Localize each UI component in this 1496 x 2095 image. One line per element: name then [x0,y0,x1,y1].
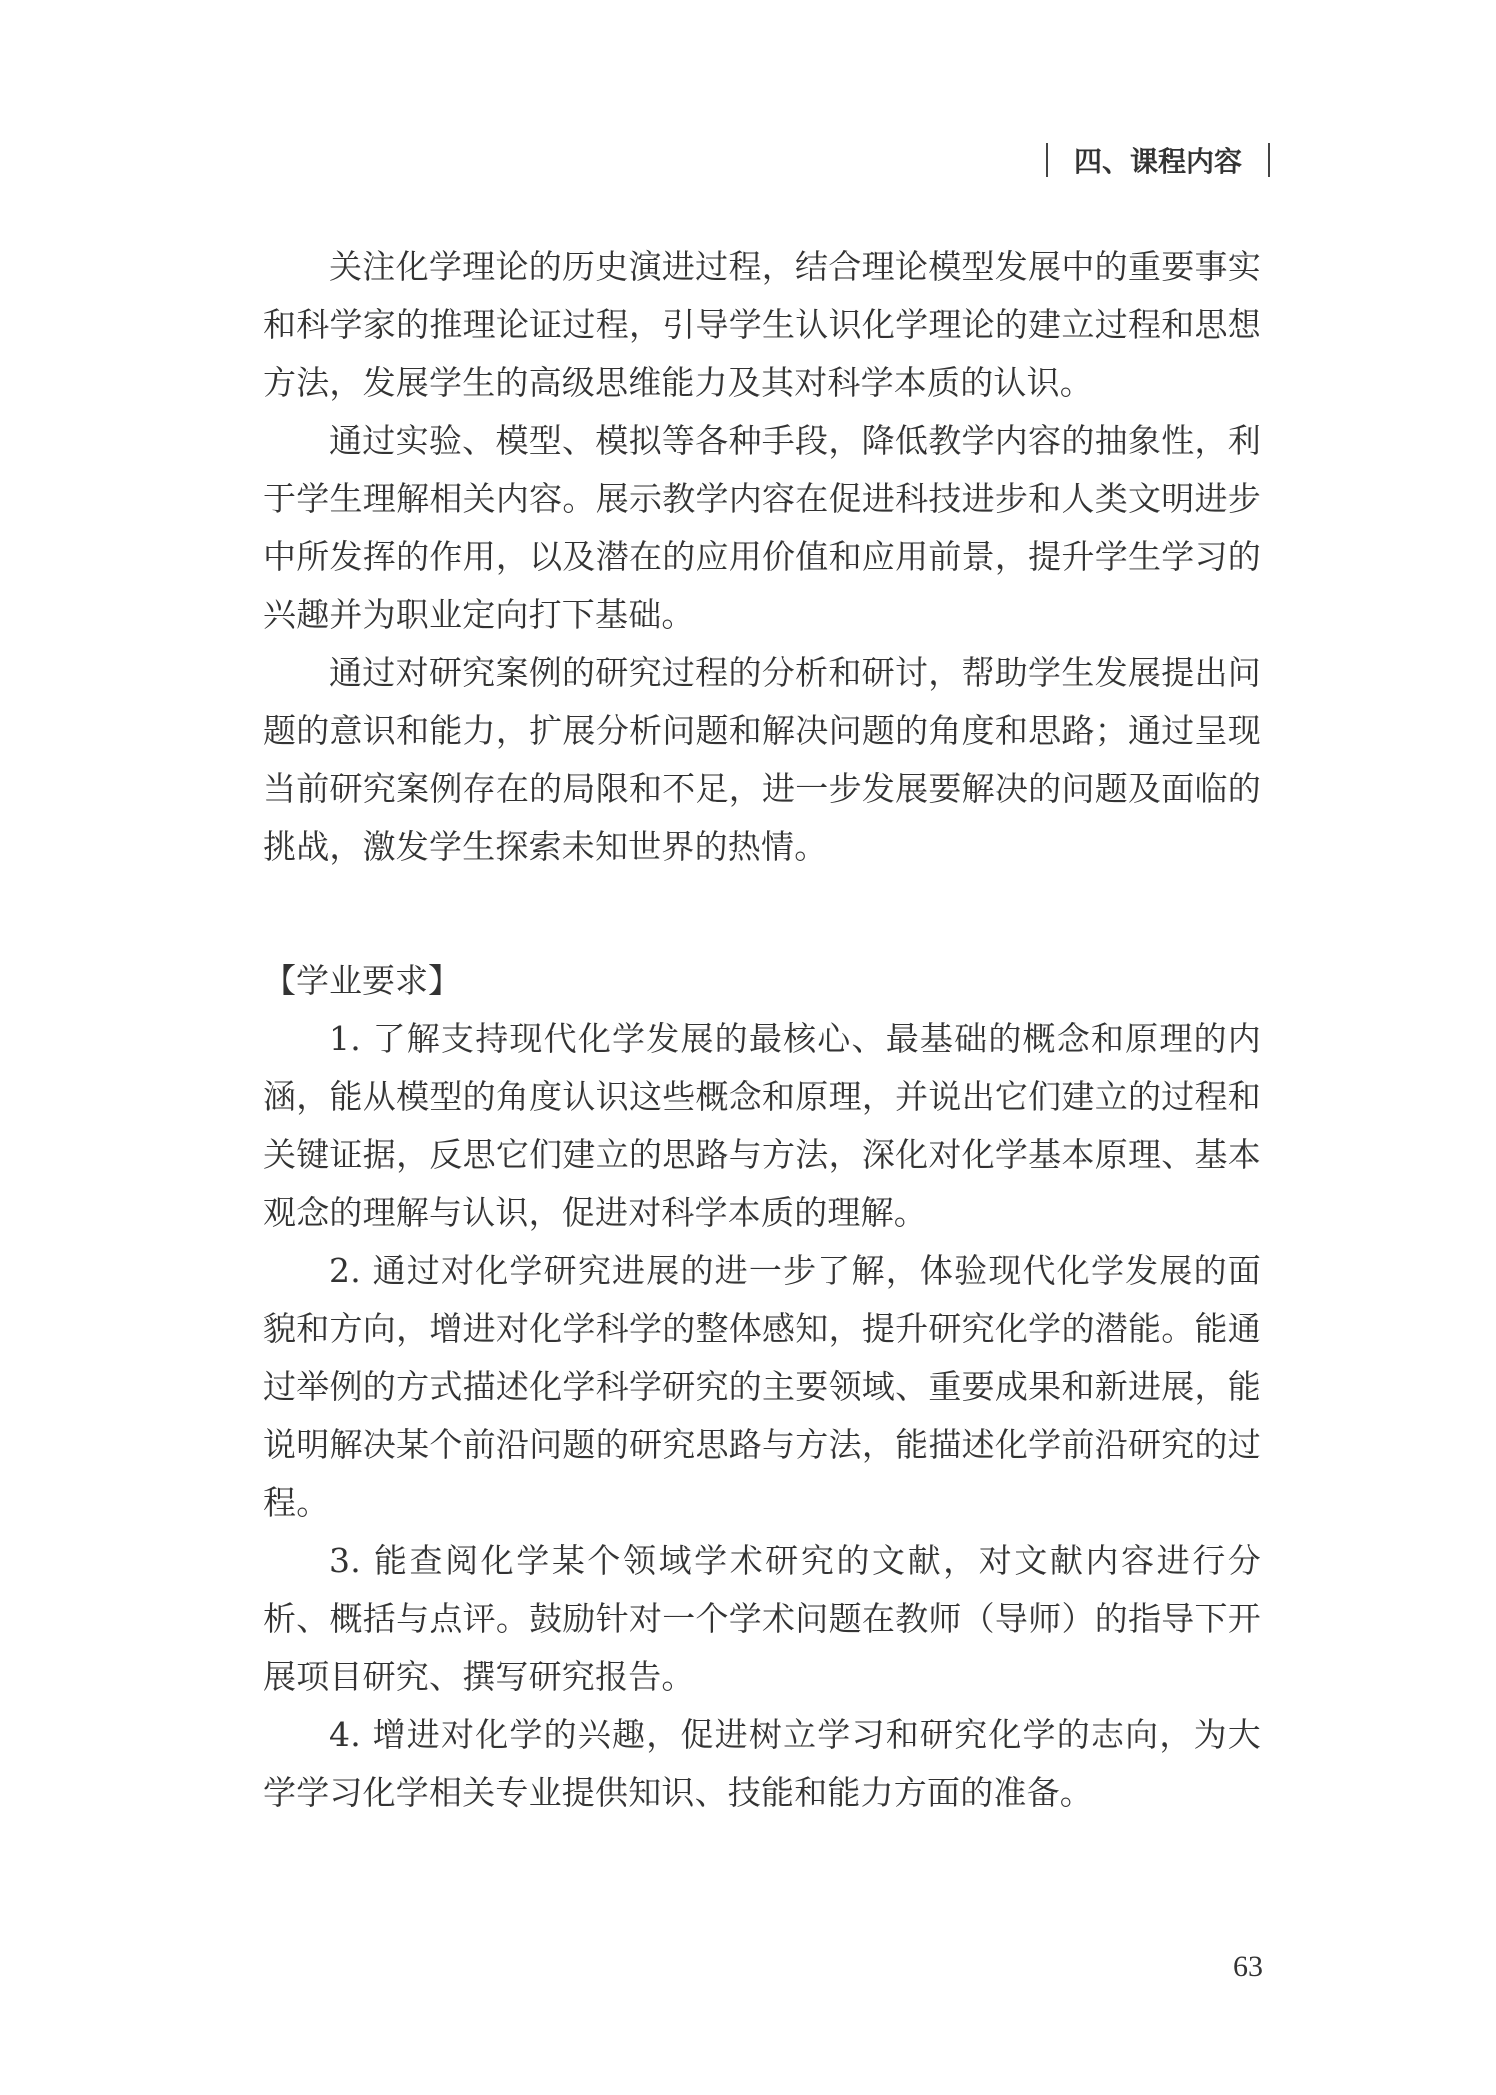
requirement-item-2: 2. 通过对化学研究进展的进一步了解，体验现代化学发展的面貌和方向，增进对化学科学的整体感知，提升研究化学的潜能。能通过举例的方式描述化学科学研究的主要领域、重要成果和新进展，能说明解决某个前沿问题的研究思路与方法，能描述化学前沿研究的过程。 [263,1251,1261,1522]
section-heading-requirements: 【学业要求】 [263,961,461,1000]
body-content [263,238,1261,1822]
paragraph-history-of-theory: 关注化学理论的历史演进过程，结合理论模型发展中的重要事实和科学家的推理论证过程，引导学生认识化学理论的建立过程和思想方法，发展学生的高级思维能力及其对科学本质的认识。 [263,247,1261,402]
page-number: 63 [1233,1950,1263,1983]
requirement-item-3: 3. 能查阅化学某个领域学术研究的文献，对文献内容进行分析、概括与点评。鼓励针对一个学术问题在教师（导师）的指导下开展项目研究、撰写研究报告。 [263,1541,1261,1696]
requirement-item-1: 1. 了解支持现代化学发展的最核心、最基础的概念和原理的内涵，能从模型的角度认识这些概念和原理，并说出它们建立的过程和关键证据，反思它们建立的思路与方法，深化对化学基本原理、基本观念的理解与认识，促进对科学本质的理解。 [263,1019,1261,1232]
running-header [1046,140,1270,180]
requirement-item-4: 4. 增进对化学的兴趣，促进树立学习和研究化学的志向，为大学学习化学相关专业提供知识、技能和能力方面的准备。 [263,1715,1261,1812]
paragraph-case-study: 通过对研究案例的研究过程的分析和研讨，帮助学生发展提出问题的意识和能力，扩展分析问题和解决问题的角度和思路；通过呈现当前研究案例存在的局限和不足，进一步发展要解决的问题及面临的挑战，激发学生探索未知世界的热情。 [263,653,1261,866]
header-section-title: 四、课程内容 [1073,145,1242,178]
header-divider-right [1268,143,1270,177]
paragraph-teaching-methods: 通过实验、模型、模拟等各种手段，降低教学内容的抽象性，利于学生理解相关内容。展示教学内容在促进科技进步和人类文明进步中所发挥的作用，以及潜在的应用价值和应用前景，提升学生学习的兴趣并为职业定向打下基础。 [263,421,1261,634]
